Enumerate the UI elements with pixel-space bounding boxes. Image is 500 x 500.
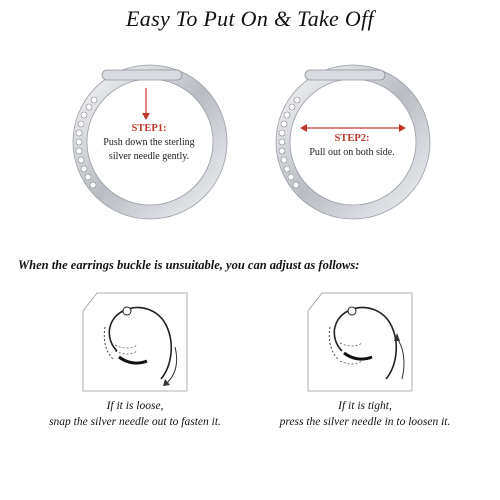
loose-caption bbox=[20, 398, 250, 430]
step1-line1: Push down the sterling bbox=[103, 137, 195, 148]
step2-label: STEP2: bbox=[334, 133, 370, 144]
step1-label: STEP1: bbox=[131, 123, 167, 134]
adjust-heading: When the earrings buckle is unsuitable, you can adjust as follows: bbox=[18, 258, 360, 272]
step2-line1: Pull out on both side. bbox=[309, 147, 395, 158]
hoop-step2 bbox=[265, 60, 440, 225]
tight-line2: press the silver needle in to loosen it. bbox=[279, 416, 451, 428]
tight-adjust-diagram bbox=[300, 287, 418, 395]
step1-line2: silver needle gently. bbox=[108, 151, 190, 162]
tight-caption bbox=[250, 398, 480, 430]
tight-line1: If it is tight, bbox=[338, 400, 392, 412]
loose-adjust-diagram bbox=[75, 287, 193, 395]
loose-line1: If it is loose, bbox=[106, 400, 164, 412]
loose-line2: snap the silver needle out to fasten it. bbox=[49, 416, 221, 428]
hoop-step1 bbox=[62, 60, 237, 225]
page-title: Easy To Put On & Take Off bbox=[126, 6, 374, 31]
